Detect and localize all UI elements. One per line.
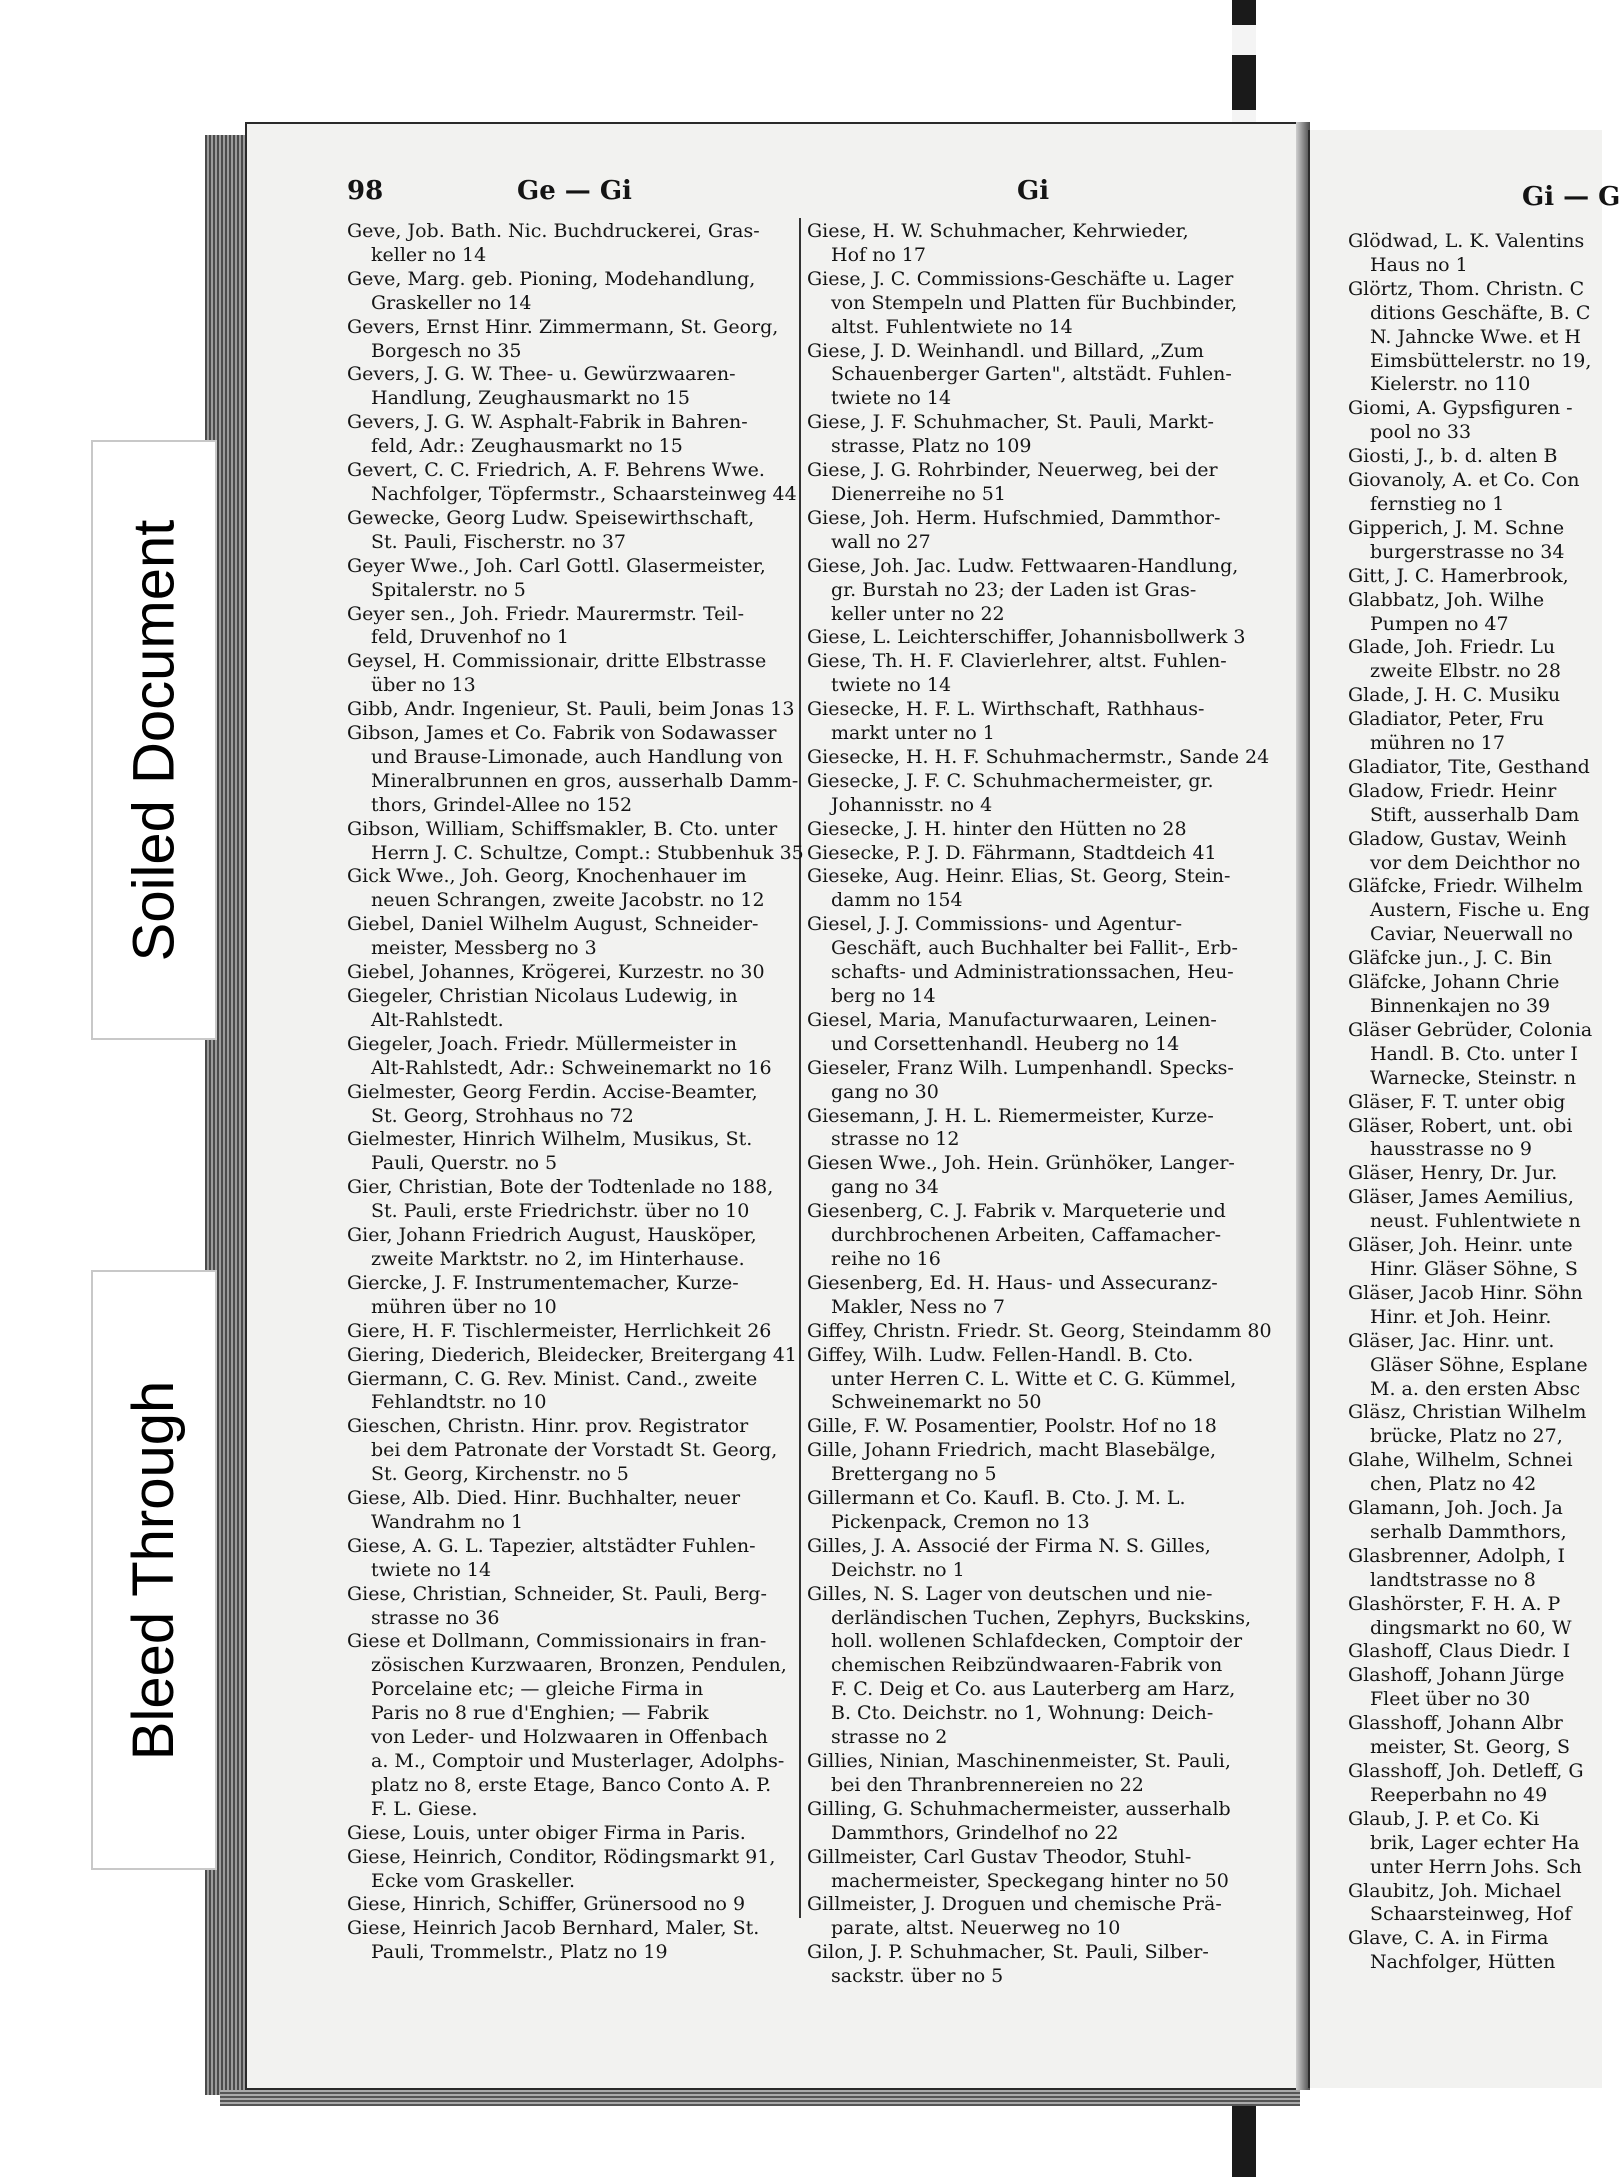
entry-continuation-line: Alt-Rahlstedt. — [371, 1008, 504, 1031]
right-page-line: Glade, J. H. C. Musiku — [1348, 684, 1561, 707]
entry-name-line: Gieseler, Franz Wilh. Lumpenhandl. Specks- — [807, 1056, 1234, 1079]
entry-continuation-line: Ecke vom Graskeller. — [371, 1869, 576, 1892]
bleed-through-text: Bleed Through — [121, 1380, 187, 1760]
entry-continuation-line: unter Herren C. L. Witte et C. G. Kümmel, — [831, 1367, 1237, 1390]
entry-name-line: Gille, Johann Friedrich, macht Blasebälge, — [807, 1439, 1217, 1462]
entry-name-line: Gielmester, Hinrich Wilhelm, Musikus, St. — [347, 1128, 753, 1151]
right-page-line: Gläser, F. T. unter obig — [1348, 1090, 1566, 1113]
right-page-line: Glabbatz, Joh. Wilhe — [1348, 588, 1545, 611]
right-page-line: Gläser Gebrüder, Colonia — [1348, 1018, 1593, 1041]
right-page-line: Glahe, Wilhelm, Schnei — [1348, 1449, 1573, 1472]
right-page-line: burgerstrasse no 34 — [1370, 540, 1565, 563]
right-page-line: Gipperich, J. M. Schne — [1348, 516, 1565, 539]
entry-name-line: Giffey, Christn. Friedr. St. Georg, Steindamm 80 — [807, 1319, 1272, 1342]
entry-name-line: Giese, H. W. Schuhmacher, Kehrwieder, — [807, 220, 1189, 242]
right-page-line: Caviar, Neuerwall no — [1370, 923, 1573, 946]
entry-continuation-line: Nachfolger, Töpfermstr., Schaarsteinweg 44 — [371, 482, 797, 505]
running-head-right-page: Gi — G — [1522, 182, 1620, 212]
right-page-line: landtstrasse no 8 — [1370, 1568, 1536, 1591]
right-page-line: dingsmarkt no 60, W — [1370, 1616, 1572, 1639]
entry-name-line: Giffey, Wilh. Ludw. Fellen-Handl. B. Cto. — [807, 1343, 1194, 1366]
binding-gap — [1232, 25, 1256, 55]
entry-name-line: Giesenberg, Ed. H. Haus- und Assecuranz- — [807, 1271, 1218, 1294]
entry-continuation-line: feld, Adr.: Zeughausmarkt no 15 — [371, 435, 683, 458]
entry-name-line: Giesemann, J. H. L. Riemermeister, Kurze- — [807, 1104, 1214, 1127]
entry-name-line: Giesecke, H. H. F. Schuhmachermstr., Sande 24 — [807, 745, 1270, 768]
right-page-line: Glaubitz, Joh. Michael — [1348, 1879, 1562, 1902]
entry-name-line: Geysel, H. Commissionair, dritte Elbstrasse — [347, 650, 767, 673]
right-page-line: Giosti, J., b. d. alten B — [1348, 445, 1558, 468]
entry-continuation-line: Pauli, Trommelstr., Platz no 19 — [371, 1941, 668, 1964]
entry-continuation-line: von Stempeln und Platten für Buchbinder, — [831, 291, 1238, 314]
right-page-line: M. a. den ersten Absc — [1370, 1377, 1581, 1400]
entry-continuation-line: F. L. Giese. — [371, 1797, 478, 1820]
entry-name-line: Gillies, Ninian, Maschinenmeister, St. Pauli, — [807, 1750, 1231, 1772]
right-page-line: pool no 33 — [1370, 421, 1472, 444]
entry-continuation-line: Borgesch no 35 — [371, 339, 522, 362]
directory-entry — [807, 555, 1287, 627]
directory-entry — [807, 1846, 1287, 1894]
entry-name-line: Giese, J. C. Commissions-Geschäfte u. Lager — [807, 267, 1234, 290]
entry-name-line: Geyer Wwe., Joh. Carl Gottl. Glasermeister, — [347, 554, 766, 577]
entry-continuation-line: und Corsettenhandl. Heuberg no 14 — [831, 1032, 1180, 1055]
running-head-right: Gi — [1017, 176, 1050, 206]
directory-entry — [807, 268, 1287, 340]
entry-continuation-line: Handlung, Zeughausmarkt no 15 — [371, 387, 690, 410]
entry-continuation-line: feld, Druvenhof no 1 — [371, 626, 569, 649]
right-page-line: Glashörster, F. H. A. P — [1348, 1592, 1561, 1615]
entry-continuation-line: St. Georg, Strohhaus no 72 — [371, 1104, 634, 1127]
right-page-line: Eimsbüttelerstr. no 19, — [1370, 349, 1592, 372]
entry-name-line: Giebel, Daniel Wilhelm August, Schneider- — [347, 913, 759, 936]
right-page-line: Glasbrenner, Adolph, I — [1348, 1544, 1565, 1567]
entry-continuation-line: strasse no 2 — [831, 1726, 948, 1749]
entry-continuation-line: St. Pauli, erste Friedrichstr. über no 10 — [371, 1200, 750, 1223]
entry-continuation-line: St. Pauli, Fischerstr. no 37 — [371, 530, 627, 553]
entry-name-line: Giese, J. G. Rohrbinder, Neuerweg, bei der — [807, 459, 1218, 482]
entry-name-line: Giese, A. G. L. Tapezier, altstädter Fuhlen- — [347, 1534, 756, 1557]
directory-entry — [807, 1200, 1287, 1272]
right-page-line: Gladiator, Peter, Fru — [1348, 708, 1544, 731]
entry-continuation-line: a. M., Comptoir und Musterlager, Adolphs- — [371, 1750, 785, 1772]
entry-continuation-line: durchbrochenen Arbeiten, Caffamacher- — [831, 1224, 1222, 1247]
right-page-line: Gläser, Joh. Heinr. unte — [1348, 1234, 1573, 1257]
entry-name-line: Gick Wwe., Joh. Georg, Knochenhauer im — [347, 865, 747, 888]
entry-name-line: Giebel, Johannes, Krögerei, Kurzestr. no 30 — [347, 961, 765, 984]
entry-continuation-line: gr. Burstah no 23; der Laden ist Gras- — [831, 578, 1197, 601]
right-page-line: Fleet über no 30 — [1370, 1688, 1531, 1711]
entry-continuation-line: machermeister, Speckegang hinter no 50 — [831, 1869, 1229, 1892]
directory-entry — [807, 1750, 1287, 1798]
directory-entry — [807, 1105, 1287, 1153]
directory-entry — [807, 1798, 1287, 1846]
entry-continuation-line: berg no 14 — [831, 985, 936, 1007]
entry-name-line: Gielmester, Georg Ferdin. Accise-Beamter, — [347, 1080, 758, 1103]
right-page-line: Glörtz, Thom. Christn. C — [1348, 277, 1585, 300]
entry-continuation-line: Herrn J. C. Schultze, Compt.: Stubbenhuk 35 — [371, 841, 804, 864]
directory-entry — [807, 842, 1287, 866]
right-page-line: Gläfcke, Johann Chrie — [1348, 971, 1560, 994]
entry-name-line: Giese, Th. H. F. Clavierlehrer, altst. Fuhlen- — [807, 650, 1227, 673]
directory-entry — [807, 770, 1287, 818]
entry-continuation-line: Schweinemarkt no 50 — [831, 1391, 1042, 1414]
entry-name-line: Giercke, J. F. Instrumentemacher, Kurze- — [347, 1271, 739, 1294]
right-page-line: Gläser, Jacob Hinr. Söhn — [1348, 1281, 1583, 1304]
right-page-line: Giomi, A. Gypsfiguren - — [1348, 397, 1573, 420]
entry-continuation-line: damm no 154 — [831, 889, 963, 912]
right-page-line: Austern, Fische u. Eng — [1370, 899, 1590, 922]
right-page-line: Gläser, Robert, unt. obi — [1348, 1114, 1573, 1137]
entry-continuation-line: derländischen Tuchen, Zephyrs, Buckskins, — [831, 1606, 1252, 1629]
right-page-line: vor dem Deichthor no — [1370, 851, 1581, 874]
right-page-line: mühren no 17 — [1370, 732, 1505, 755]
entry-continuation-line: keller no 14 — [371, 243, 487, 266]
entry-name-line: Giese, L. Leichterschiffer, Johannisbollwerk 3 — [807, 626, 1246, 649]
entry-name-line: Giese, Alb. Died. Hinr. Buchhalter, neuer — [347, 1487, 741, 1510]
entry-continuation-line: thors, Grindel-Allee no 152 — [371, 793, 633, 816]
entry-name-line: Gewecke, Georg Ludw. Speisewirthschaft, — [347, 506, 755, 529]
directory-entry — [807, 1439, 1287, 1487]
right-page-line: Hinr. et Joh. Heinr. — [1370, 1305, 1552, 1328]
right-page-line: Glamann, Joh. Joch. Ja — [1348, 1497, 1563, 1520]
entry-continuation-line: twiete no 14 — [371, 1558, 492, 1581]
entry-continuation-line: Spitalerstr. no 5 — [371, 578, 526, 601]
entry-continuation-line: Mineralbrunnen en gros, ausserhalb Damm- — [371, 769, 799, 792]
running-head-left: Ge — Gi — [517, 176, 632, 206]
entry-name-line: Gillmeister, Carl Gustav Theodor, Stuhl- — [807, 1845, 1192, 1868]
right-page-line: zweite Elbstr. no 28 — [1370, 660, 1561, 683]
entry-name-line: Gilon, J. P. Schuhmacher, St. Pauli, Silber- — [807, 1941, 1209, 1964]
entry-name-line: Giese, Heinrich Jacob Bernhard, Maler, St. — [347, 1917, 760, 1940]
right-page-line: Pumpen no 47 — [1370, 612, 1509, 635]
entry-continuation-line: altst. Fuhlentwiete no 14 — [831, 315, 1073, 338]
right-page-line: Gläser, Jac. Hinr. unt. — [1348, 1329, 1555, 1352]
right-page-line: Glave, C. A. in Firma — [1348, 1927, 1549, 1950]
right-page — [1308, 130, 1620, 2088]
right-page-line: Gläsz, Christian Wilhelm — [1348, 1401, 1587, 1424]
entry-continuation-line: schafts- und Administrationssachen, Heu- — [831, 961, 1234, 984]
entry-name-line: Geve, Job. Bath. Nic. Buchdruckerei, Gras- — [347, 220, 760, 242]
directory-entry — [807, 1893, 1287, 1941]
right-page-line: neust. Fuhlentwiete n — [1370, 1210, 1581, 1233]
page-number: 98 — [347, 176, 384, 206]
directory-entry — [807, 459, 1287, 507]
entry-name-line: Gevers, J. G. W. Thee- u. Gewürzwaaren- — [347, 363, 736, 386]
entry-continuation-line: Johannisstr. no 4 — [831, 793, 993, 816]
directory-entry — [807, 1487, 1287, 1535]
entry-name-line: Gillmeister, J. Droguen und chemische Prä- — [807, 1893, 1222, 1916]
entry-continuation-line: markt unter no 1 — [831, 722, 995, 745]
entry-continuation-line: Porcelaine etc; — gleiche Firma in — [371, 1678, 704, 1701]
entry-continuation-line: gang no 30 — [831, 1080, 939, 1103]
directory-entry — [807, 1009, 1287, 1057]
entry-name-line: Giese, J. F. Schuhmacher, St. Pauli, Markt- — [807, 411, 1214, 434]
right-page-line: Glashoff, Claus Diedr. I — [1348, 1640, 1571, 1663]
entry-name-line: Gevert, C. C. Friedrich, A. F. Behrens Wwe. — [347, 459, 765, 482]
entry-name-line: Gibb, Andr. Ingenieur, St. Pauli, beim Jonas 13 — [347, 698, 795, 721]
right-page-line: ditions Geschäfte, B. C — [1370, 301, 1591, 324]
entry-continuation-line: Paris no 8 rue d'Enghien; — Fabrik — [371, 1702, 709, 1725]
entry-name-line: Giese, Christian, Schneider, St. Pauli, Berg- — [347, 1582, 767, 1605]
entry-name-line: Giese, Heinrich, Conditor, Rödingsmarkt 91, — [347, 1845, 776, 1868]
right-page-line: Glade, Joh. Friedr. Lu — [1348, 636, 1556, 659]
entry-name-line: Gillermann et Co. Kaufl. B. Cto. J. M. L. — [807, 1487, 1186, 1510]
entry-continuation-line: platz no 8, erste Etage, Banco Conto A. P. — [371, 1773, 772, 1796]
right-page-line: Glasshoff, Joh. Detleff, G — [1348, 1760, 1584, 1782]
entry-name-line: Giering, Diederich, Bleidecker, Breitergang 41 — [347, 1343, 797, 1366]
directory-entry — [807, 1415, 1287, 1439]
entry-continuation-line: wall no 27 — [831, 530, 931, 553]
directory-entry — [807, 1320, 1287, 1344]
right-page-line: Gläser, Henry, Dr. Jur. — [1348, 1162, 1558, 1185]
entry-continuation-line: chemischen Reibzündwaaren-Fabrik von — [831, 1654, 1223, 1677]
right-page-line: fernstieg no 1 — [1370, 492, 1505, 515]
entry-name-line: Giesen Wwe., Joh. Hein. Grünhöker, Langer- — [807, 1152, 1235, 1175]
entry-name-line: Giese, J. D. Weinhandl. und Billard, „Zum — [807, 339, 1204, 362]
directory-entry — [807, 746, 1287, 770]
entry-continuation-line: Deichstr. no 1 — [831, 1558, 965, 1581]
directory-entry — [807, 507, 1287, 555]
entry-name-line: Giere, H. F. Tischlermeister, Herrlichkeit 26 — [347, 1319, 772, 1342]
entry-continuation-line: sackstr. über no 5 — [831, 1965, 1004, 1988]
right-page-line: brik, Lager echter Ha — [1370, 1831, 1580, 1854]
entry-continuation-line: Graskeller no 14 — [371, 291, 532, 314]
entry-continuation-line: Wandrahm no 1 — [371, 1510, 524, 1533]
right-page-line: brücke, Platz no 27, — [1370, 1425, 1563, 1448]
entry-continuation-line: St. Georg, Kirchenstr. no 5 — [371, 1463, 629, 1486]
entry-name-line: Gilling, G. Schuhmachermeister, ausserhalb — [807, 1797, 1231, 1820]
entry-continuation-line: Hof no 17 — [831, 243, 926, 266]
entry-name-line: Giese, Louis, unter obiger Firma in Paris. — [347, 1821, 746, 1844]
right-page-line: Gitt, J. C. Hamerbrook, — [1348, 564, 1569, 587]
right-page-line: Gladow, Friedr. Heinr — [1348, 779, 1557, 802]
right-page-line: Giovanoly, A. et Co. Con — [1348, 469, 1580, 492]
soiled-document-text: Soiled Document — [121, 519, 187, 961]
entry-continuation-line: twiete no 14 — [831, 387, 952, 410]
entry-name-line: Gilles, J. A. Associé der Firma N. S. Gilles, — [807, 1534, 1211, 1557]
entry-continuation-line: Makler, Ness no 7 — [831, 1295, 1005, 1318]
directory-entry — [807, 818, 1287, 842]
right-page-line: N. Jahncke Wwe. et H — [1370, 325, 1581, 348]
entry-continuation-line: strasse no 12 — [831, 1128, 960, 1151]
entry-name-line: Gier, Christian, Bote der Todtenlade no 188, — [347, 1176, 774, 1199]
entry-continuation-line: Geschäft, auch Buchhalter bei Fallit-, Erb- — [831, 937, 1238, 960]
entry-continuation-line: zweite Marktstr. no 2, im Hinterhause. — [371, 1247, 745, 1270]
directory-entry — [807, 865, 1287, 913]
entry-continuation-line: Fehlandtstr. no 10 — [371, 1391, 547, 1414]
right-page-line: Gladiator, Tite, Gesthand — [1348, 755, 1590, 778]
right-page-line: Glaub, J. P. et Co. Ki — [1348, 1807, 1540, 1830]
directory-entry — [807, 220, 1287, 268]
entry-continuation-line: und Brause-Limonade, auch Handlung von — [371, 745, 783, 768]
right-page-line: Glödwad, L. K. Valentins — [1348, 230, 1585, 252]
right-page-line: Gladow, Gustav, Weinh — [1348, 827, 1567, 850]
directory-entry — [807, 1152, 1287, 1200]
directory-entry — [807, 1535, 1287, 1583]
entry-name-line: Giesel, J. J. Commissions- und Agentur- — [807, 913, 1183, 936]
right-page-line: Glasshoff, Johann Albr — [1348, 1712, 1563, 1735]
entry-name-line: Gilles, N. S. Lager von deutschen und nie- — [807, 1582, 1213, 1605]
entry-continuation-line: Alt-Rahlstedt, Adr.: Schweinemarkt no 16 — [371, 1056, 772, 1079]
right-page-line: Glashoff, Johann Jürge — [1348, 1664, 1565, 1687]
bleed-through-label — [91, 1270, 217, 1870]
entry-continuation-line: strasse no 36 — [371, 1606, 500, 1629]
entry-continuation-line: meister, Messberg no 3 — [371, 937, 597, 960]
directory-entry — [807, 626, 1287, 650]
entry-name-line: Gibson, William, Schiffsmakler, B. Cto. unter — [347, 817, 778, 840]
entry-name-line: Giese, Joh. Jac. Ludw. Fettwaaren-Handlung, — [807, 554, 1239, 577]
entry-name-line: Giermann, C. G. Rev. Minist. Cand., zweite — [347, 1367, 758, 1390]
right-page-line: Gläfcke jun., J. C. Bin — [1348, 947, 1552, 970]
right-page-line: Reeperbahn no 49 — [1370, 1783, 1548, 1806]
right-page-line: Warnecke, Steinstr. n — [1370, 1066, 1577, 1089]
directory-column-3 — [1348, 230, 1608, 1975]
entry-name-line: Giegeler, Joach. Friedr. Müllermeister in — [347, 1032, 738, 1055]
entry-name-line: Giesecke, J. H. hinter den Hütten no 28 — [807, 817, 1187, 840]
entry-continuation-line: B. Cto. Deichstr. no 1, Wohnung: Deich- — [831, 1702, 1214, 1725]
directory-entry — [807, 1344, 1287, 1416]
directory-entry — [807, 650, 1287, 698]
right-page-line: Nachfolger, Hütten — [1370, 1951, 1556, 1974]
entry-name-line: Giese, Hinrich, Schiffer, Grünersood no 9 — [347, 1893, 746, 1916]
left-page — [245, 122, 1305, 2090]
entry-continuation-line: Brettergang no 5 — [831, 1463, 997, 1486]
entry-name-line: Giese, Joh. Herm. Hufschmied, Dammthor- — [807, 506, 1221, 529]
entry-name-line: Gevers, J. G. W. Asphalt-Fabrik in Bahren- — [347, 411, 748, 434]
directory-entry — [807, 1272, 1287, 1320]
directory-entry — [807, 1057, 1287, 1105]
entry-name-line: Gibson, James et Co. Fabrik von Sodawasser — [347, 722, 777, 745]
entry-continuation-line: über no 13 — [371, 674, 476, 697]
right-page-line: Gläser, James Aemilius, — [1348, 1186, 1574, 1209]
right-page-line: hausstrasse no 9 — [1370, 1138, 1532, 1161]
right-page-line: Handl. B. Cto. unter I — [1370, 1042, 1578, 1065]
entry-continuation-line: mühren über no 10 — [371, 1295, 557, 1318]
entry-continuation-line: Schauenberger Garten", altstädt. Fuhlen- — [831, 363, 1232, 386]
entry-continuation-line: neuen Schrangen, zweite Jacobstr. no 12 — [371, 889, 765, 912]
right-page-line: Gläser Söhne, Esplane — [1370, 1353, 1588, 1376]
right-page-line: Binnenkajen no 39 — [1370, 995, 1551, 1017]
entry-continuation-line: Dammthors, Grindelhof no 22 — [831, 1821, 1119, 1844]
entry-continuation-line: Dienerreihe no 51 — [831, 482, 1006, 505]
entry-continuation-line: reihe no 16 — [831, 1247, 941, 1270]
entry-name-line: Geyer sen., Joh. Friedr. Maurermstr. Teil- — [347, 602, 744, 625]
entry-continuation-line: holl. wollenen Schlafdecken, Comptoir der — [831, 1630, 1243, 1653]
directory-column-2 — [807, 220, 1287, 1989]
directory-entry — [807, 1941, 1287, 1989]
entry-name-line: Giesenberg, C. J. Fabrik v. Marqueterie und — [807, 1200, 1226, 1223]
entry-continuation-line: Pickenpack, Cremon no 13 — [831, 1510, 1090, 1533]
entry-continuation-line: F. C. Deig et Co. aus Lauterberg am Harz, — [831, 1678, 1236, 1701]
soiled-document-label — [91, 440, 217, 1040]
right-page-line: Gläfcke, Friedr. Wilhelm — [1348, 875, 1583, 898]
entry-name-line: Giesel, Maria, Manufacturwaaren, Leinen- — [807, 1008, 1217, 1031]
right-page-line: meister, St. Georg, S — [1370, 1736, 1570, 1759]
entry-name-line: Gevers, Ernst Hinr. Zimmermann, St. Georg, — [347, 315, 779, 338]
right-page-line: Kielerstr. no 110 — [1370, 373, 1531, 396]
entry-continuation-line: strasse, Platz no 109 — [831, 435, 1032, 458]
directory-entry — [807, 913, 1287, 1009]
entry-continuation-line: gang no 34 — [831, 1176, 939, 1199]
entry-continuation-line: bei dem Patronate der Vorstadt St. Georg, — [371, 1439, 778, 1462]
entry-name-line: Giese et Dollmann, Commissionairs in fran- — [347, 1630, 767, 1653]
entry-continuation-line: parate, altst. Neuerweg no 10 — [831, 1917, 1121, 1940]
entry-name-line: Gille, F. W. Posamentier, Poolstr. Hof no 18 — [807, 1415, 1217, 1438]
right-page-line: Haus no 1 — [1370, 253, 1468, 276]
entry-name-line: Giesecke, H. F. L. Wirthschaft, Rathhaus- — [807, 698, 1205, 721]
right-page-line: serhalb Dammthors, — [1370, 1520, 1567, 1543]
directory-entry — [807, 340, 1287, 412]
directory-entry — [807, 411, 1287, 459]
entry-continuation-line: keller unter no 22 — [831, 602, 1005, 625]
right-page-line: Stift, ausserhalb Dam — [1370, 803, 1580, 826]
entry-continuation-line: von Leder- und Holzwaaren in Offenbach — [371, 1726, 768, 1749]
directory-entry — [807, 1583, 1287, 1750]
entry-name-line: Giesecke, J. F. C. Schuhmachermeister, gr. — [807, 769, 1214, 792]
entry-continuation-line: zösischen Kurzwaaren, Bronzen, Pendulen, — [371, 1654, 787, 1677]
directory-entry — [807, 698, 1287, 746]
right-page-line: Hinr. Gläser Söhne, S — [1370, 1257, 1578, 1280]
right-page-line: chen, Platz no 42 — [1370, 1473, 1537, 1496]
entry-name-line: Geve, Marg. geb. Pioning, Modehandlung, — [347, 267, 756, 290]
entry-continuation-line: Pauli, Querstr. no 5 — [371, 1152, 558, 1175]
entry-continuation-line: twiete no 14 — [831, 674, 952, 697]
entry-name-line: Gieschen, Christn. Hinr. prov. Registrator — [347, 1415, 749, 1438]
right-page-line: Schaarsteinweg, Hof — [1370, 1903, 1572, 1926]
entry-name-line: Giesecke, P. J. D. Fährmann, Stadtdeich 41 — [807, 841, 1217, 864]
book-bottom-edges — [220, 2090, 1300, 2106]
entry-continuation-line: bei den Thranbrennereien no 22 — [831, 1773, 1144, 1796]
entry-name-line: Giegeler, Christian Nicolaus Ludewig, in — [347, 985, 738, 1007]
entry-name-line: Gier, Johann Friedrich August, Hausköper, — [347, 1224, 757, 1247]
right-page-line: unter Herrn Johs. Sch — [1370, 1855, 1582, 1878]
entry-name-line: Gieseke, Aug. Heinr. Elias, St. Georg, Stein- — [807, 865, 1231, 888]
